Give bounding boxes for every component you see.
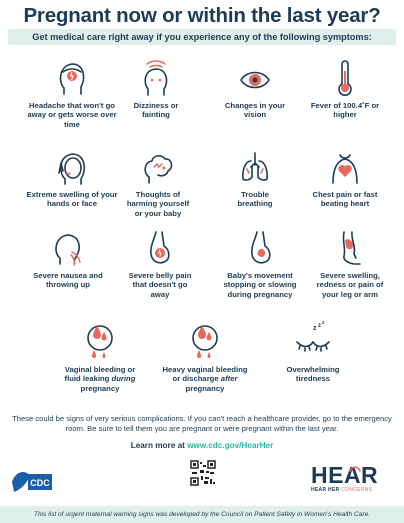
eye-icon bbox=[237, 58, 273, 98]
symptom-headache bbox=[22, 58, 122, 129]
symptom-label: Trouble breathing bbox=[237, 190, 273, 209]
sleep-icon bbox=[291, 318, 335, 362]
symptom-harm-thoughts bbox=[122, 147, 194, 218]
symptom-leg-swelling bbox=[308, 228, 392, 299]
symptom-label: Vaginal bleeding or fluid leaking during pregnancy bbox=[64, 365, 136, 393]
symptom-chest-pain bbox=[312, 147, 378, 209]
symptom-vision bbox=[222, 58, 288, 120]
symptom-swelling-face bbox=[22, 147, 122, 209]
symptom-breathing bbox=[224, 147, 286, 209]
hear-tagline: HEAR HER CONCERNS bbox=[311, 487, 373, 493]
leg-icon bbox=[332, 228, 368, 268]
hear-logo-wordmark: HEAR bbox=[311, 462, 379, 488]
symptom-label: Dizziness or fainting bbox=[133, 101, 179, 120]
nausea-icon bbox=[50, 228, 86, 268]
symptom-dizziness bbox=[124, 58, 188, 120]
symptom-belly-pain bbox=[124, 228, 196, 299]
symptom-nausea bbox=[22, 228, 114, 290]
learn-more-link[interactable]: www.cdc.gov/HearHer bbox=[187, 441, 274, 450]
swollen-face-icon bbox=[54, 147, 90, 187]
symptom-label: Thoughts of harming yourself or your baby bbox=[126, 190, 190, 218]
svg-text:z: z bbox=[313, 325, 317, 332]
qr-code bbox=[190, 460, 216, 486]
belly-pain-icon bbox=[142, 228, 178, 268]
symptom-label: Severe nausea and throwing up bbox=[33, 271, 103, 290]
blood-drops-icon bbox=[187, 318, 223, 362]
pregnant-body-icon bbox=[242, 228, 278, 268]
symptom-label: Heavy vaginal bleeding or discharge after pregnancy bbox=[162, 365, 248, 393]
symptom-fever bbox=[307, 58, 383, 120]
symptom-label: Headache that won't go away or gets worse over time bbox=[27, 101, 117, 129]
symptom-label: Severe swelling, redness or pain of your leg or arm bbox=[316, 271, 384, 299]
ear-accent-icon bbox=[348, 465, 362, 473]
symptom-label: Severe belly pain that doesn't go away bbox=[128, 271, 192, 299]
symptom-label: Baby's movement stopping or slowing during pregnancy bbox=[223, 271, 297, 299]
symptom-label: Chest pain or fast beating heart bbox=[312, 190, 378, 209]
symptom-bleeding-during bbox=[56, 318, 144, 393]
credit-bar: This list of urgent maternal warning signs was developed by the Council on Patient Safety in Women's Health Care. bbox=[0, 506, 404, 523]
symptom-baby-movement bbox=[220, 228, 300, 299]
chest-heart-icon bbox=[327, 147, 363, 187]
symptom-bleeding-after bbox=[160, 318, 250, 393]
instruction-banner: Get medical care right away if you experience any of the following symptoms: bbox=[8, 29, 396, 45]
page-title: Pregnant now or within the last year? bbox=[23, 4, 381, 27]
learn-more bbox=[0, 441, 404, 450]
symptom-label: Fever of 100.4˚F or higher bbox=[310, 101, 380, 120]
hear-her-logo bbox=[311, 463, 391, 495]
cdc-logo bbox=[10, 468, 54, 496]
thermometer-icon bbox=[327, 58, 363, 98]
cdc-logo-text: CDC bbox=[30, 478, 50, 488]
symptom-tiredness bbox=[276, 318, 350, 384]
symptom-label: Extreme swelling of your hands or face bbox=[26, 190, 118, 209]
warning-text: These could be signs of very serious complications. If you can't reach a healthcare provider, go to the emergency room. Be sure to tell them you are pregnant or were pregnant within the last year. bbox=[12, 414, 392, 433]
svg-text:z: z bbox=[318, 323, 321, 329]
symptom-label: Changes in your vision bbox=[224, 101, 286, 120]
headache-icon bbox=[54, 58, 90, 98]
learn-more-prefix: Learn more at bbox=[130, 441, 185, 450]
dizziness-icon bbox=[138, 58, 174, 98]
svg-text:z: z bbox=[322, 320, 325, 326]
thought-cloud-icon bbox=[140, 147, 176, 187]
symptom-label: Overwhelming tiredness bbox=[286, 365, 340, 384]
lungs-icon bbox=[237, 147, 273, 187]
blood-drops-icon bbox=[82, 318, 118, 362]
